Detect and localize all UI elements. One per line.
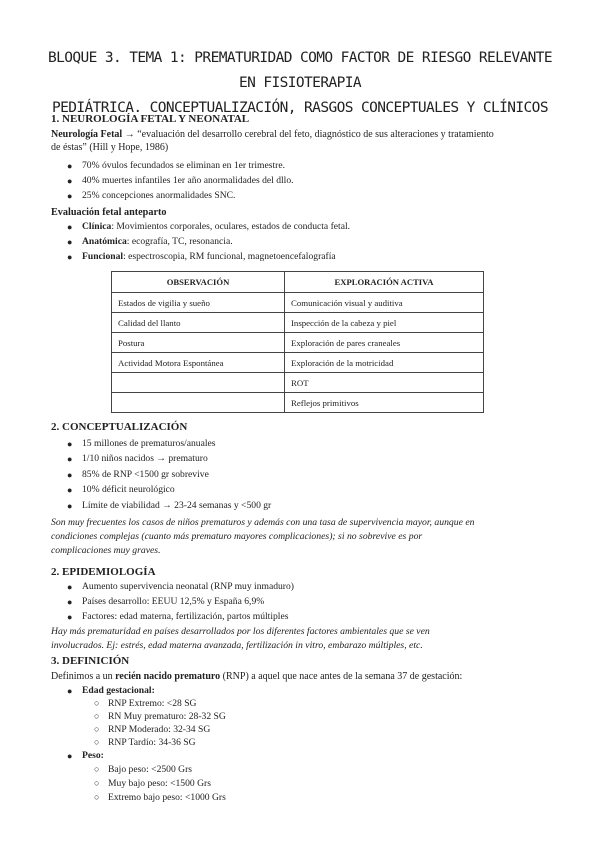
list-item: ● Funcional: espectroscopia, RM funcional, magnetoencefalografía — [67, 251, 336, 262]
list-item: ● 85% de RNP <1500 gr sobrevive — [67, 469, 209, 480]
list-item: ○ Bajo peso: <2500 Grs — [94, 764, 193, 775]
list-item: ○ RNP Extremo: <28 SG — [94, 698, 197, 709]
table-header: OBSERVACIÓN — [112, 272, 285, 293]
list-item: ● Factores: edad materna, fertilización, partos múltiples — [67, 611, 289, 622]
table-header-row — [112, 272, 484, 293]
italic-note-conceptualizacion — [51, 516, 545, 558]
definition-arrow: → — [122, 129, 138, 140]
definition-line-1 — [51, 128, 551, 141]
title-line-2: PEDIÁTRICA. CONCEPTUALIZACIÓN, RASGOS CONCEPTUALES Y CLÍNICOS — [52, 100, 548, 116]
table-cell — [112, 393, 285, 413]
note-line: complicaciones muy graves. — [51, 545, 161, 556]
list-item: ● Clínica: Movimientos corporales, oculares, estados de conducta fetal. — [67, 221, 351, 232]
section-heading-neurologia: 1. NEUROLOGÍA FETAL Y NEONATAL — [51, 113, 250, 125]
note-line: Hay más prematuridad en países desarrollados por los diferentes factores ambientales que se ven — [51, 626, 430, 637]
table-cell: Actividad Motora Espontánea — [112, 353, 285, 373]
definition-term: Neurología Fetal — [51, 129, 123, 140]
list-item: ● 10% déficit neurológico — [67, 484, 175, 495]
list-item: ● Anatómica: ecografía, TC, resonancia. — [67, 236, 233, 247]
list-item: ● 1/10 niños nacidos → prematuro — [67, 453, 208, 464]
table-cell: Exploración de la motricidad — [285, 353, 484, 373]
table-cell — [112, 373, 285, 393]
section-heading-definicion: 3. DEFINICIÓN — [51, 655, 130, 667]
list-item: ○ Muy bajo peso: <1500 Grs — [94, 778, 211, 789]
table-row — [112, 333, 484, 353]
list-item: ● 70% óvulos fecundados se eliminan en 1er trimestre. — [67, 160, 286, 171]
list-item: ● Aumento supervivencia neonatal (RNP muy inmaduro) — [67, 581, 294, 592]
list-item: ○ RNP Tardío: 34-36 SG — [94, 737, 196, 748]
list-item: ● Peso: — [67, 750, 104, 761]
observation-table — [111, 271, 484, 413]
table-cell: Exploración de pares craneales — [285, 333, 484, 353]
table-row — [112, 293, 484, 313]
list-item: ● 40% muertes infantiles 1er año anormalidades del dllo. — [67, 175, 294, 186]
table-row — [112, 393, 484, 413]
list-item: ● 25% concepciones anormalidades SNC. — [67, 190, 236, 201]
list-item: ● Edad gestacional: — [67, 685, 155, 696]
italic-note-epidemiologia — [51, 625, 545, 653]
table-cell: ROT — [285, 373, 484, 393]
definition-line-2: de éstas” (Hill y Hope, 1986) — [51, 142, 169, 153]
definition-text-1: “evaluación del desarrollo cerebral del feto, diagnóstico de sus alteraciones y tratamiento — [137, 129, 494, 140]
definition-paragraph — [51, 128, 551, 154]
list-item: ● Límite de viabilidad → 23-24 semanas y <500 gr — [67, 500, 272, 511]
list-item: ● 15 millones de prematuros/anuales — [67, 438, 216, 449]
note-line: condiciones complejas (cuanto más prematuro mayores complicaciones); si no sobrevive es por — [51, 531, 423, 542]
table-cell: Estados de vigilia y sueño — [112, 293, 285, 313]
table-row — [112, 313, 484, 333]
table-row — [112, 373, 484, 393]
table-cell: Comunicación visual y auditiva — [285, 293, 484, 313]
section-heading-epidemiologia: 2. EPIDEMIOLOGÍA — [51, 566, 156, 578]
table-row — [112, 353, 484, 373]
eval-heading: Evaluación fetal anteparto — [51, 207, 167, 218]
table-cell: Calidad del llanto — [112, 313, 285, 333]
page-title — [40, 46, 560, 121]
title-line-1: BLOQUE 3. TEMA 1: PREMATURIDAD COMO FACTOR DE RIESGO RELEVANTE EN FISIOTERAPIA — [47, 50, 553, 91]
list-item: ● Países desarrollo: EEUU 12,5% y España 6,9% — [67, 596, 265, 607]
list-item: ○ Extremo bajo peso: <1000 Grs — [94, 792, 226, 803]
list-item: ○ RNP Moderado: 32-34 SG — [94, 724, 211, 735]
table-cell: Inspección de la cabeza y piel — [285, 313, 484, 333]
table-cell: Postura — [112, 333, 285, 353]
note-line: Son muy frecuentes los casos de niños prematuros y además con una tasa de supervivencia mayor, aunque en — [51, 517, 475, 528]
note-line: involucrados. Ej: estrés, edad materna avanzada, fertilización in vitro, embarazo múltiples, etc. — [51, 640, 423, 651]
table-header: EXPLORACIÓN ACTIVA — [285, 272, 484, 293]
list-item: ○ RN Muy prematuro: 28-32 SG — [94, 711, 226, 722]
table-cell: Reflejos primitivos — [285, 393, 484, 413]
definition-intro: Definimos a un recién nacido prematuro (RNP) a aquel que nace antes de la semana 37 de gestación: — [51, 671, 463, 682]
section-heading-conceptualizacion: 2. CONCEPTUALIZACIÓN — [51, 421, 188, 433]
